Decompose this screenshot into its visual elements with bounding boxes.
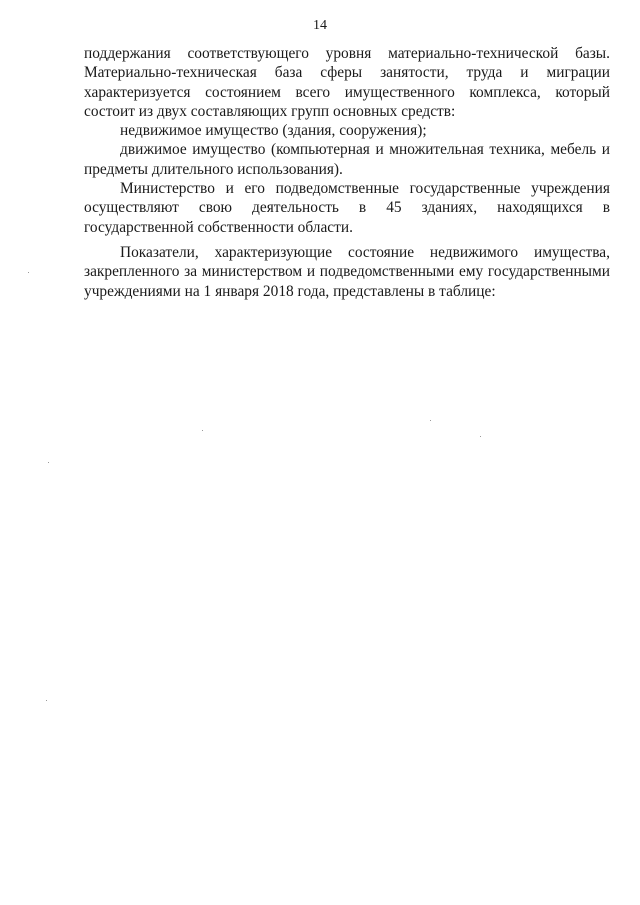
scan-speck (202, 430, 203, 431)
paragraph-buildings: Министерство и его подведомственные государственные учреждения осуществляют свою деятельность в 45 зданиях, находящихся в государственной собственности области. (84, 180, 610, 236)
paragraph-movable-property-item: движимое имущество (компьютерная и множительная техника, мебель и предметы длительного использования). (84, 141, 610, 178)
document-body (84, 44, 610, 301)
scan-speck (28, 272, 29, 273)
scan-speck (46, 700, 47, 701)
scan-speck (430, 420, 431, 421)
scan-speck (480, 436, 481, 437)
paragraph-indicators-intro: Показатели, характеризующие состояние недвижимого имущества, закрепленного за министерством и подведомственными ему государственными учреждениями на 1 января 2018 года, представлены в таблице: (84, 243, 610, 300)
scan-speck (48, 462, 49, 463)
paragraph-material-base: поддержания соответствующего уровня материально-технической базы. Материально-техническая база сферы занятости, труда и миграции характеризуется состоянием всего имущественного комплекса, который состоит из двух составляющих групп основных средств: (84, 45, 610, 120)
paragraph-real-estate-item: недвижимое имущество (здания, сооружения); (120, 122, 427, 140)
page-number: 14 (313, 18, 327, 33)
